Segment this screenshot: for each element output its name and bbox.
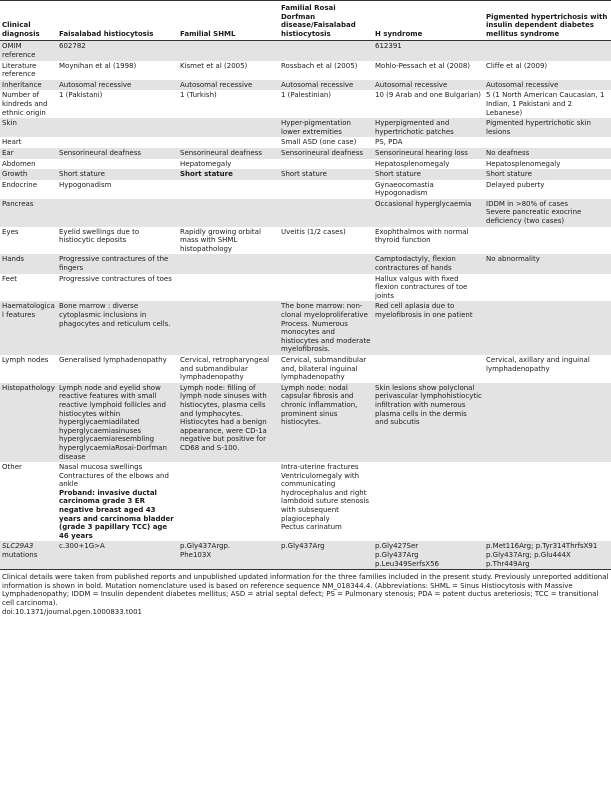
table-cell: [373, 462, 484, 541]
table-cell: [279, 137, 373, 148]
table-row: [0, 118, 611, 137]
table-row: [0, 274, 611, 302]
cell-text: Nasal mucosa swellings Contractures of the elbows and ankle: [59, 463, 169, 489]
table-cell: [484, 541, 611, 569]
table-cell: [178, 169, 279, 180]
table-cell: [178, 462, 279, 541]
table-row: [0, 80, 611, 91]
table-cell: [484, 118, 611, 137]
table-cell: [57, 355, 178, 383]
row-label: OMIM reference: [0, 41, 57, 61]
cell-text: Autosomal recessive: [180, 80, 253, 89]
table-cell: [57, 137, 178, 148]
table-cell: [373, 159, 484, 170]
cell-text: Lymph node and eyelid show reactive features with small reactive lymphoid follicles and histiocytes within hyperglycaemiadilated hyperglycaemiasinuses hyperglycaemiaresembling hyperglycaemiaRosai-Dorfman disease: [59, 383, 167, 461]
header-row: [0, 1, 611, 41]
table-cell: [178, 41, 279, 61]
table-row: [0, 61, 611, 80]
table-cell: [57, 148, 178, 159]
table-cell: [57, 159, 178, 170]
table-cell: [484, 199, 611, 227]
table-cell: [484, 159, 611, 170]
cell-text: Hypogonadism: [59, 180, 112, 189]
cell-text: 1 (Turkish): [180, 91, 217, 100]
table-cell: [279, 355, 373, 383]
table-row: [0, 227, 611, 255]
cell-text: Hallux valgus with fixed flexion contractures of toe joints: [375, 274, 468, 300]
table-cell: [279, 169, 373, 180]
table-cell: [373, 274, 484, 302]
cell-text: p.Met116Arg; p.Tyr314ThrfsX91 p.Gly437Arg; p.Glu444X p.Thr449Arg: [486, 542, 598, 568]
table-cell: [178, 159, 279, 170]
table-cell: [373, 199, 484, 227]
cell-text: Moynihan et al (1998): [59, 61, 137, 70]
cell-text: Intra-uterine fractures Ventriculomegaly with communicating hydrocephalus and right lambdoid suture stenosis with subsequent plagiocephaly Pectus carinatum: [281, 463, 370, 532]
table-cell: [57, 61, 178, 80]
cell-text: Hepatomegaly: [180, 159, 232, 168]
table-row: [0, 169, 611, 180]
cell-text: Lymph node: filling of lymph node sinuses with histiocytes, plasma cells and lymphocytes. Histiocytes had a benign appearance, were CD-1a negative but positive for CD68 and S-100.: [180, 383, 267, 452]
row-label: SLC29A3 mutations: [0, 541, 57, 569]
cell-text: Progressive contractures of toes: [59, 274, 172, 283]
cell-text: PS, PDA: [375, 138, 403, 147]
table-cell: [279, 541, 373, 569]
table-cell: [279, 80, 373, 91]
table-cell: [57, 301, 178, 355]
table-cell: [373, 41, 484, 61]
table-cell: [373, 169, 484, 180]
cell-text: Occasional hyperglycaemia: [375, 199, 472, 208]
header-clinical-diagnosis: Clinical diagnosis: [0, 1, 57, 41]
cell-text: Mohlo-Pessach et al (2008): [375, 61, 471, 70]
footnote-doi: doi:10.1371/journal.pgen.1000833.t001: [2, 607, 143, 616]
table-row: [0, 137, 611, 148]
row-label: Endocrine: [2, 180, 37, 189]
cell-text: Progressive contractures of the fingers: [59, 255, 169, 273]
cell-text: Short stature: [375, 170, 421, 179]
table-row: [0, 541, 611, 569]
table-cell: [178, 80, 279, 91]
cell-text: 10 (9 Arab and one Bulgarian): [375, 91, 482, 100]
table-cell: [484, 80, 611, 91]
table-cell: [279, 118, 373, 137]
cell-text: 1 (Palestinian): [281, 91, 332, 100]
cell-text: Short stature: [486, 170, 532, 179]
row-label: Hands: [0, 254, 57, 273]
table-cell: [57, 90, 178, 118]
cell-text: Sensorineural hearing loss: [375, 148, 468, 157]
cell-text: Sensorineural deafness: [180, 148, 262, 157]
cell-text: Generalised lymphadenopathy: [59, 355, 167, 364]
table-cell: [373, 254, 484, 273]
cell-text: Short stature: [281, 170, 327, 179]
cell-text: The bone marrow: non-clonal myeloproliferative Process. Numerous monocytes and histiocytes and moderate myelofibrosis.: [281, 302, 371, 354]
cell-text: Kismet et al (2005): [180, 61, 248, 70]
cell-text: Pigmented hypertrichotic skin lesions: [486, 119, 591, 136]
table-cell: [178, 383, 279, 462]
cell-text: Hepatosplenomegaly: [486, 159, 561, 168]
row-label: Heart: [2, 138, 22, 147]
cell-text: Autosomal recessive: [281, 80, 354, 89]
row-label: Lymph nodes: [2, 355, 49, 364]
table-cell: [484, 169, 611, 180]
table-cell: [178, 227, 279, 255]
table-cell: [57, 199, 178, 227]
cell-text: Skin lesions show polyclonal perivascular lymphohistiocytic infiltration with numerous plasma cells in the dermis and subcutis: [375, 383, 482, 427]
table-cell: [57, 80, 178, 91]
cell-text: Cervical, axillary and inguinal lymphadenopathy: [486, 355, 590, 373]
cell-text: 5 (1 North American Caucasian, 1 Indian, 1 Pakistani and 2 Lebanese): [486, 91, 605, 117]
cell-text: Hyperpigmented and hypertrichotic patches: [375, 119, 454, 136]
row-label: Growth: [0, 169, 57, 180]
cell-text: Sensorineural deafness: [281, 148, 363, 157]
header-rosai-dorfman: Familial Rosai Dorfman disease/Faisalabad histiocytosis: [279, 1, 373, 41]
table-cell: [279, 159, 373, 170]
table-cell: [279, 148, 373, 159]
row-label: Haematological features: [0, 301, 57, 355]
cell-text: p.Gly437Arg: [281, 542, 325, 551]
cell-text: Cliffe et al (2009): [486, 61, 548, 70]
table-cell: [373, 90, 484, 118]
table-row: [0, 41, 611, 61]
cell-text: Autosomal recessive: [59, 80, 132, 89]
header-h-syndrome: H syndrome: [373, 1, 484, 41]
cell-text: IDDM in >80% of cases Severe pancreatic exocrine deficiency (two cases): [486, 199, 582, 226]
table-cell: [484, 90, 611, 118]
table-row: [0, 462, 611, 541]
row-label: Eyes: [2, 227, 19, 236]
table-footnote: [0, 570, 611, 616]
table-cell: [373, 355, 484, 383]
table-cell: [484, 61, 611, 80]
table-cell: [178, 180, 279, 199]
row-label: Histopathology: [0, 383, 57, 462]
table-cell: [373, 301, 484, 355]
table-cell: [57, 274, 178, 302]
cell-text: Camptodactyly, flexion contractures of hands: [375, 255, 456, 273]
cell-text: Short stature: [180, 170, 233, 179]
row-label: Number of kindreds and ethnic origin: [2, 91, 48, 117]
proband-note: Proband: invasive ductal carcinoma grade 3 ER negative breast aged 43 years and carcinoma bladder (grade 3 papillary TCC) age 46 years: [59, 488, 174, 540]
table-row: [0, 199, 611, 227]
row-label: Literature reference: [2, 61, 37, 79]
cell-text: Gynaeocomastia Hypogonadism: [375, 180, 434, 198]
table-cell: [57, 169, 178, 180]
table-cell: [484, 274, 611, 302]
cell-text: Lymph node: nodal capsular fibrosis and chronic inflammation, prominent sinus histiocytes.: [281, 383, 358, 427]
table-cell: [178, 355, 279, 383]
cell-text: Bone marrow : diverse cytoplasmic inclusions in phagocytes and reticulum cells.: [59, 302, 171, 328]
table-cell: [178, 199, 279, 227]
header-familial-shml: Familial SHML: [178, 1, 279, 41]
cell-text: Short stature: [59, 170, 105, 179]
table-cell: [279, 301, 373, 355]
table-cell: [57, 180, 178, 199]
table-cell: [484, 148, 611, 159]
table-cell: [57, 41, 178, 61]
cell-text: Sensorineural deafness: [59, 148, 141, 157]
row-label: Other: [2, 463, 22, 472]
table-cell: [279, 90, 373, 118]
table-cell: [484, 227, 611, 255]
table-cell: [484, 254, 611, 273]
table-cell: [57, 254, 178, 273]
table-cell: [178, 148, 279, 159]
table-row: [0, 180, 611, 199]
cell-text: Eyelid swellings due to histiocytic deposits: [59, 227, 140, 245]
table-cell: [279, 462, 373, 541]
cell-text: Red cell aplasia due to myelofibrosis in one patient: [375, 302, 473, 319]
table-cell: [279, 41, 373, 61]
table-cell: [484, 355, 611, 383]
cell-text: Rossbach et al (2005): [281, 61, 358, 70]
table-cell: [279, 383, 373, 462]
cell-text: No deafness: [486, 148, 530, 157]
table-cell: [279, 254, 373, 273]
cell-text: p.Gly427Ser p.Gly437Arg p.Leu349SerfsX56: [375, 542, 439, 568]
table-cell: [373, 80, 484, 91]
table-cell: [484, 383, 611, 462]
table-cell: [178, 61, 279, 80]
table-cell: [57, 383, 178, 462]
table-cell: [57, 462, 178, 541]
row-label: Inheritance: [0, 80, 57, 91]
table-cell: [279, 199, 373, 227]
row-label: Skin: [0, 118, 57, 137]
table-cell: [484, 301, 611, 355]
table-row: [0, 254, 611, 273]
table-row: [0, 148, 611, 159]
table-row: [0, 383, 611, 462]
table-cell: [178, 137, 279, 148]
table-cell: [373, 118, 484, 137]
table-cell: [279, 274, 373, 302]
header-faisalabad: Faisalabad histiocytosis: [57, 1, 178, 41]
table-row: [0, 301, 611, 355]
cell-text: 602782: [59, 42, 86, 51]
table-cell: [178, 90, 279, 118]
footnote-text: Clinical details were taken from published reports and unpublished updated information for the three families included in the present study. Previously unreported additional information is shown in bold. Mutation nomenclature used is based on reference sequence NM_018344.4. (Abbreviations: SHML = Sinus Histiocytosis with Massive Lymphadenopathy; IDDM = Insulin dependent diabetes mellitus; ASD = atrial septal defect; PS = Pulmonary stenosis; PDA = patent ductus areteriosis; TCC = transitional cell carcinoma).: [2, 573, 609, 607]
table-cell: [178, 541, 279, 569]
header-phid: Pigmented hypertrichosis with insulin dependent diabetes mellitus syndrome: [484, 1, 611, 41]
table-row: [0, 355, 611, 383]
table-cell: [57, 227, 178, 255]
table-cell: [279, 61, 373, 80]
cell-text: No abnormality: [486, 255, 540, 264]
cell-text: Exophthalmos with normal thyroid function: [375, 227, 469, 245]
table-cell: [484, 180, 611, 199]
table-row: [0, 90, 611, 118]
table-cell: [373, 383, 484, 462]
row-label: Abdomen: [2, 159, 36, 168]
row-label: Ear: [0, 148, 57, 159]
row-label: Pancreas: [0, 199, 57, 227]
table-cell: [279, 227, 373, 255]
table-cell: [373, 227, 484, 255]
table-row: [0, 159, 611, 170]
cell-text: Hepatosplenomegaly: [375, 159, 450, 168]
cell-text: Uveitis (1/2 cases): [281, 227, 346, 236]
table-cell: [279, 180, 373, 199]
cell-text: Hyper-pigmentation lower extremities: [281, 119, 351, 136]
cell-text: 1 (Pakistani): [59, 91, 103, 100]
table-cell: [57, 541, 178, 569]
cell-text: Cervical, retropharyngeal and submandibular lymphadenopathy: [180, 355, 270, 382]
cell-text: Autosomal recessive: [375, 80, 448, 89]
table-cell: [178, 301, 279, 355]
cell-text: Cervical, submandibular and, bilateral inguinal lymphadenopathy: [281, 355, 367, 382]
cell-text: Autosomal recessive: [486, 80, 559, 89]
row-label: Feet: [2, 274, 18, 283]
table-cell: [57, 118, 178, 137]
table-cell: [178, 254, 279, 273]
table-cell: [373, 148, 484, 159]
cell-text: 612391: [375, 42, 402, 51]
cell-text: p.Gly437Argp. Phe103X: [180, 542, 231, 560]
table-cell: [373, 61, 484, 80]
cell-text: Rapidly growing orbital mass with SHML histopathology: [180, 227, 261, 253]
table-cell: [373, 180, 484, 199]
table-cell: [178, 274, 279, 302]
cell-text: Delayed puberty: [486, 180, 545, 189]
cell-text: c.300+1G>A: [59, 542, 105, 551]
table-cell: [373, 541, 484, 569]
table-cell: [484, 462, 611, 541]
table-cell: [373, 137, 484, 148]
table-cell: [484, 137, 611, 148]
cell-text: Small ASD (one case): [281, 138, 357, 147]
table-cell: [484, 41, 611, 61]
table-cell: [178, 118, 279, 137]
